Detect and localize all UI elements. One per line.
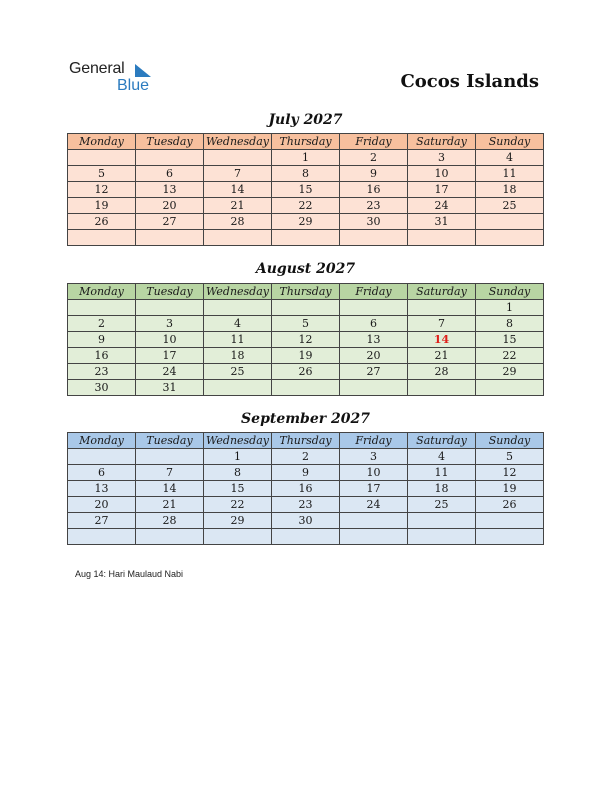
day-cell: 4 xyxy=(476,150,544,166)
day-cell: 17 xyxy=(408,182,476,198)
day-cell: 17 xyxy=(340,481,408,497)
weekday-header: Monday xyxy=(68,433,136,449)
day-cell: 22 xyxy=(272,198,340,214)
day-cell: 16 xyxy=(68,348,136,364)
month-title-august: August 2027 xyxy=(255,261,356,277)
weekday-header: Wednesday xyxy=(204,134,272,150)
week-row xyxy=(68,364,544,380)
weekday-header-row xyxy=(68,284,544,300)
weekday-header: Tuesday xyxy=(136,433,204,449)
week-row xyxy=(68,348,544,364)
day-cell: 24 xyxy=(136,364,204,380)
day-cell: 20 xyxy=(340,348,408,364)
day-cell: 2 xyxy=(340,150,408,166)
logo-text-blue: Blue xyxy=(117,77,150,94)
weekday-header: Thursday xyxy=(272,433,340,449)
day-cell: 6 xyxy=(340,316,408,332)
day-cell xyxy=(272,230,340,246)
day-cell: 18 xyxy=(204,348,272,364)
weekday-header: Tuesday xyxy=(136,134,204,150)
day-cell xyxy=(340,230,408,246)
day-cell: 14 xyxy=(136,481,204,497)
week-row xyxy=(68,332,544,348)
week-row xyxy=(68,166,544,182)
day-cell xyxy=(204,150,272,166)
calendar-august xyxy=(67,283,544,396)
day-cell xyxy=(68,230,136,246)
day-cell: 20 xyxy=(68,497,136,513)
weekday-header: Monday xyxy=(68,284,136,300)
day-cell xyxy=(408,380,476,396)
day-cell: 16 xyxy=(340,182,408,198)
weekday-header: Friday xyxy=(340,433,408,449)
day-cell: 11 xyxy=(476,166,544,182)
day-cell: 29 xyxy=(272,214,340,230)
weekday-header: Thursday xyxy=(272,134,340,150)
day-cell: 28 xyxy=(408,364,476,380)
day-cell: 7 xyxy=(204,166,272,182)
day-cell: 8 xyxy=(272,166,340,182)
day-cell: 4 xyxy=(204,316,272,332)
country-title: Cocos Islands xyxy=(400,71,539,92)
day-cell: 10 xyxy=(340,465,408,481)
day-cell xyxy=(272,529,340,545)
day-cell: 30 xyxy=(340,214,408,230)
day-cell xyxy=(204,300,272,316)
day-cell: 23 xyxy=(272,497,340,513)
day-cell xyxy=(136,449,204,465)
weekday-header: Saturday xyxy=(408,433,476,449)
day-cell: 24 xyxy=(408,198,476,214)
day-cell xyxy=(408,513,476,529)
day-cell: 18 xyxy=(408,481,476,497)
day-cell: 28 xyxy=(136,513,204,529)
day-cell xyxy=(340,529,408,545)
week-row xyxy=(68,529,544,545)
day-cell xyxy=(204,230,272,246)
week-row xyxy=(68,230,544,246)
day-cell: 21 xyxy=(136,497,204,513)
day-cell xyxy=(68,300,136,316)
month-title-july: July 2027 xyxy=(268,112,343,128)
weekday-header: Tuesday xyxy=(136,284,204,300)
weekday-header: Saturday xyxy=(408,134,476,150)
day-cell: 27 xyxy=(136,214,204,230)
day-cell: 6 xyxy=(136,166,204,182)
week-row xyxy=(68,316,544,332)
weekday-header: Sunday xyxy=(476,284,544,300)
day-cell xyxy=(476,380,544,396)
day-cell: 14 xyxy=(204,182,272,198)
day-cell: 8 xyxy=(476,316,544,332)
day-cell xyxy=(68,150,136,166)
weekday-header: Wednesday xyxy=(204,433,272,449)
day-cell: 31 xyxy=(136,380,204,396)
week-row xyxy=(68,182,544,198)
day-cell: 9 xyxy=(68,332,136,348)
day-cell: 30 xyxy=(68,380,136,396)
week-row xyxy=(68,150,544,166)
day-cell xyxy=(340,380,408,396)
day-cell: 15 xyxy=(204,481,272,497)
day-cell: 5 xyxy=(68,166,136,182)
day-cell: 26 xyxy=(68,214,136,230)
day-cell: 3 xyxy=(340,449,408,465)
day-cell: 1 xyxy=(272,150,340,166)
day-cell: 8 xyxy=(204,465,272,481)
day-cell: 26 xyxy=(476,497,544,513)
day-cell xyxy=(136,150,204,166)
day-cell xyxy=(476,529,544,545)
logo xyxy=(69,60,169,96)
week-row xyxy=(68,481,544,497)
weekday-header-row xyxy=(68,433,544,449)
week-row xyxy=(68,449,544,465)
day-cell: 21 xyxy=(408,348,476,364)
day-cell: 12 xyxy=(68,182,136,198)
day-cell xyxy=(136,300,204,316)
day-cell: 14 xyxy=(408,332,476,348)
day-cell xyxy=(476,230,544,246)
day-cell: 25 xyxy=(408,497,476,513)
day-cell xyxy=(204,380,272,396)
day-cell: 11 xyxy=(204,332,272,348)
day-cell: 6 xyxy=(68,465,136,481)
day-cell: 19 xyxy=(68,198,136,214)
day-cell: 9 xyxy=(272,465,340,481)
day-cell: 21 xyxy=(204,198,272,214)
day-cell: 1 xyxy=(204,449,272,465)
calendar-september xyxy=(67,432,544,545)
day-cell: 3 xyxy=(408,150,476,166)
day-cell: 15 xyxy=(476,332,544,348)
day-cell: 28 xyxy=(204,214,272,230)
day-cell: 5 xyxy=(476,449,544,465)
weekday-header: Monday xyxy=(68,134,136,150)
week-row xyxy=(68,214,544,230)
day-cell: 24 xyxy=(340,497,408,513)
day-cell: 19 xyxy=(476,481,544,497)
day-cell: 29 xyxy=(476,364,544,380)
weekday-header: Thursday xyxy=(272,284,340,300)
day-cell: 19 xyxy=(272,348,340,364)
day-cell xyxy=(68,449,136,465)
day-cell xyxy=(204,529,272,545)
day-cell: 4 xyxy=(408,449,476,465)
weekday-header-row xyxy=(68,134,544,150)
day-cell: 2 xyxy=(68,316,136,332)
week-row xyxy=(68,513,544,529)
weekday-header: Wednesday xyxy=(204,284,272,300)
day-cell xyxy=(272,300,340,316)
day-cell xyxy=(340,513,408,529)
day-cell: 7 xyxy=(136,465,204,481)
day-cell: 16 xyxy=(272,481,340,497)
day-cell: 13 xyxy=(68,481,136,497)
day-cell xyxy=(136,529,204,545)
day-cell xyxy=(408,300,476,316)
day-cell: 7 xyxy=(408,316,476,332)
weekday-header: Friday xyxy=(340,284,408,300)
day-cell xyxy=(68,529,136,545)
day-cell: 13 xyxy=(136,182,204,198)
day-cell: 10 xyxy=(408,166,476,182)
day-cell: 30 xyxy=(272,513,340,529)
day-cell: 25 xyxy=(476,198,544,214)
day-cell: 27 xyxy=(68,513,136,529)
weekday-header: Sunday xyxy=(476,134,544,150)
day-cell: 17 xyxy=(136,348,204,364)
weekday-header: Friday xyxy=(340,134,408,150)
day-cell: 23 xyxy=(340,198,408,214)
week-row xyxy=(68,497,544,513)
week-row xyxy=(68,380,544,396)
month-title-september: September 2027 xyxy=(241,411,370,427)
day-cell: 26 xyxy=(272,364,340,380)
logo-triangle-icon xyxy=(133,63,153,79)
day-cell: 25 xyxy=(204,364,272,380)
day-cell: 2 xyxy=(272,449,340,465)
day-cell: 15 xyxy=(272,182,340,198)
day-cell: 20 xyxy=(136,198,204,214)
day-cell: 1 xyxy=(476,300,544,316)
day-cell: 5 xyxy=(272,316,340,332)
day-cell xyxy=(476,513,544,529)
day-cell xyxy=(272,380,340,396)
day-cell xyxy=(408,529,476,545)
day-cell: 11 xyxy=(408,465,476,481)
day-cell xyxy=(476,214,544,230)
day-cell: 12 xyxy=(272,332,340,348)
day-cell xyxy=(136,230,204,246)
day-cell: 10 xyxy=(136,332,204,348)
week-row xyxy=(68,300,544,316)
day-cell: 18 xyxy=(476,182,544,198)
day-cell: 13 xyxy=(340,332,408,348)
day-cell: 29 xyxy=(204,513,272,529)
week-row xyxy=(68,465,544,481)
day-cell xyxy=(340,300,408,316)
day-cell: 12 xyxy=(476,465,544,481)
day-cell: 9 xyxy=(340,166,408,182)
day-cell: 31 xyxy=(408,214,476,230)
week-row xyxy=(68,198,544,214)
holiday-note: Aug 14: Hari Maulaud Nabi xyxy=(75,569,184,579)
day-cell: 22 xyxy=(476,348,544,364)
day-cell: 3 xyxy=(136,316,204,332)
day-cell: 23 xyxy=(68,364,136,380)
weekday-header: Sunday xyxy=(476,433,544,449)
day-cell: 27 xyxy=(340,364,408,380)
calendar-july xyxy=(67,133,544,246)
day-cell xyxy=(408,230,476,246)
day-cell: 22 xyxy=(204,497,272,513)
weekday-header: Saturday xyxy=(408,284,476,300)
logo-text-general: General xyxy=(69,60,125,77)
